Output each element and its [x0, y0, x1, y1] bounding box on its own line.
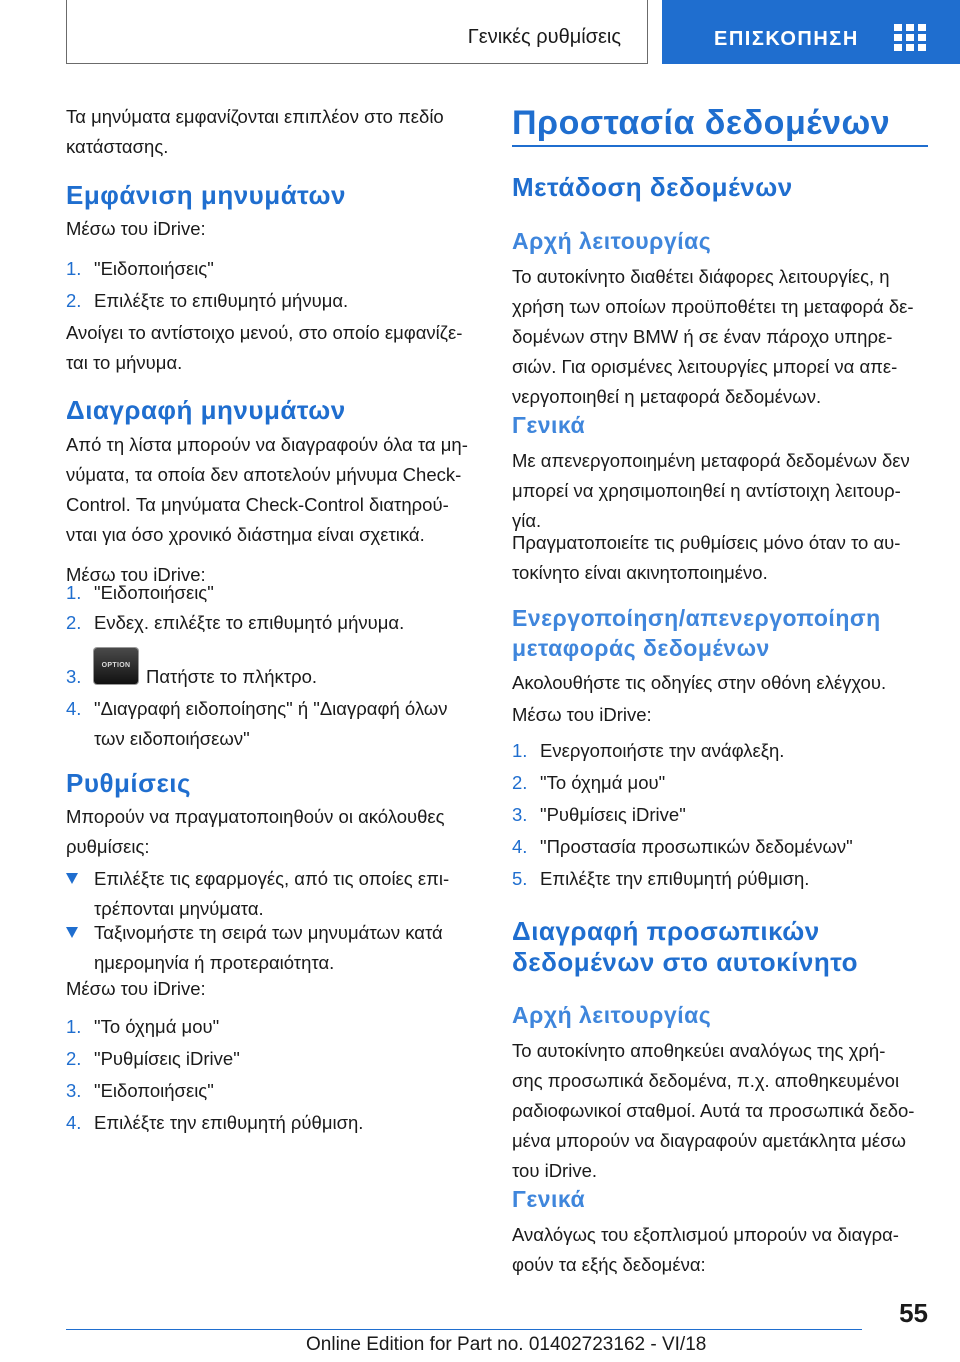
general-heading: Γενικά	[512, 412, 586, 438]
delete-via-idrive: Μέσω του iDrive:	[66, 564, 206, 585]
erase-principle-line-4: μένα μπορούν να διαγραφούν αμετάκλητα μέσω	[512, 1130, 906, 1151]
list-item: 2. Επιλέξτε το επιθυμητό μήνυμα.	[66, 290, 349, 311]
general-line-4: Πραγματοποιείτε τις ρυθμίσεις μόνο όταν το αυ-	[512, 532, 901, 553]
delete-text-line-3: Control. Τα μηνύματα Check-Control διατηρού-	[66, 494, 449, 515]
settings-via-idrive: Μέσω του iDrive:	[66, 978, 206, 999]
erase-principle-line-5: του iDrive.	[512, 1160, 598, 1181]
delete-text-line-2: νύματα, τα οποία δεν αποτελούν μήνυμα Check-	[66, 464, 462, 485]
page-number: 55	[899, 1298, 928, 1328]
overview-tab[interactable]	[662, 0, 960, 64]
toggle-via-idrive: Μέσω του iDrive:	[512, 704, 652, 725]
show-after-line-2: ται το μήνυμα.	[66, 352, 183, 373]
erase-heading-line-2: δεδομένων στο αυτοκίνητο	[512, 947, 858, 977]
list-item: 3. "Ρυθμίσεις iDrive"	[512, 804, 686, 825]
show-after-line-1: Ανοίγει το αντίστοιχο μενού, στο οποίο εμφανίζε-	[66, 322, 463, 343]
principle-line-1: Το αυτοκίνητο διαθέτει διάφορες λειτουργίες, η	[512, 266, 890, 287]
title-divider	[512, 145, 928, 147]
list-item: 1. "Το όχημά μου"	[66, 1016, 220, 1037]
show-messages-heading: Εμφάνιση μηνυμάτων	[66, 180, 346, 210]
show-via-idrive: Μέσω του iDrive:	[66, 218, 206, 239]
list-item: 3. OPTION Πατήστε το πλήκτρο.	[66, 662, 482, 692]
settings-text-line-1: Μπορούν να πραγματοποιηθούν οι ακόλουθες	[66, 806, 445, 827]
delete-text-line-4: νται για όσο χρονικό διάστημα είναι σχετικά.	[66, 524, 425, 545]
list-item: 3. "Ειδοποιήσεις"	[66, 1080, 214, 1101]
settings-text-line-2: ρυθμίσεις:	[66, 836, 150, 857]
option-key-icon: OPTION	[94, 648, 138, 684]
toggle-heading-line-2: μεταφοράς δεδομένων	[512, 635, 770, 661]
general-line-3: γία.	[512, 510, 542, 531]
list-item: Ταξινομήστε τη σειρά των μηνυμάτων κατά ημερομηνία ή προτεραιότητα.	[66, 918, 482, 978]
list-item: 4. "Προστασία προσωπικών δεδομένων"	[512, 836, 853, 857]
list-item: Επιλέξτε τις εφαρμογές, από τις οποίες επι- τρέπονται μηνύματα.	[66, 864, 482, 924]
general-line-5: τοκίνητο είναι ακινητοποιημένο.	[512, 562, 768, 583]
principle-line-4: σιών. Για ορισμένες λειτουργίες μπορεί να απε-	[512, 356, 898, 377]
grid-icon	[894, 24, 926, 52]
page-title: Προστασία δεδομένων	[512, 104, 891, 142]
intro-line-2: κατάστασης.	[66, 136, 169, 157]
list-item: 4. Επιλέξτε την επιθυμητή ρύθμιση.	[66, 1112, 364, 1133]
list-item: 2. Ενδεχ. επιλέξτε το επιθυμητό μήνυμα.	[66, 612, 405, 633]
intro-line-1: Τα μηνύματα εμφανίζονται επιπλέον στο πεδίο	[66, 106, 444, 127]
toggle-heading-line-1: Ενεργοποίηση/απενεργοποίηση	[512, 605, 881, 631]
principle-line-2: χρήση των οποίων προϋποθέτει τη μεταφορά δε-	[512, 296, 914, 317]
erase-heading-line-1: Διαγραφή προσωπικών	[512, 916, 820, 946]
overview-tab-label: ΕΠΙΣΚΟΠΗΣΗ	[714, 28, 859, 50]
erase-general-line-2: φούν τα εξής δεδομένα:	[512, 1254, 706, 1275]
erase-general-heading: Γενικά	[512, 1186, 586, 1212]
list-item: 2. "Το όχημά μου"	[512, 772, 666, 793]
list-item: 2. "Ρυθμίσεις iDrive"	[66, 1048, 240, 1069]
list-item: 5. Επιλέξτε την επιθυμητή ρύθμιση.	[512, 868, 810, 889]
erase-principle-line-2: σης προσωπικά δεδομένα, π.χ. αποθηκευμένοι	[512, 1070, 900, 1091]
data-transfer-heading: Μετάδοση δεδομένων	[512, 172, 793, 202]
delete-messages-heading: Διαγραφή μηνυμάτων	[66, 395, 346, 425]
erase-principle-heading: Αρχή λειτουργίας	[512, 1002, 712, 1028]
footer-divider	[66, 1329, 862, 1330]
principle-line-5: νεργοποιηθεί η μεταφορά δεδομένων.	[512, 386, 822, 407]
principle-line-3: δομένων στην BMW ή σε έναν πάροχο υπηρε-	[512, 326, 893, 347]
erase-principle-line-3: ραδιοφωνικοί σταθμοί. Αυτά τα προσωπικά δεδο-	[512, 1100, 915, 1121]
bullet-triangle-icon	[66, 927, 78, 938]
erase-principle-line-1: Το αυτοκίνητο αποθηκεύει αναλόγως της χρή-	[512, 1040, 886, 1061]
header-section-box	[66, 0, 648, 64]
list-item: 1. "Ειδοποιήσεις"	[66, 258, 214, 279]
header-section-title: Γενικές ρυθμίσεις	[467, 26, 621, 48]
delete-text-line-1: Από τη λίστα μπορούν να διαγραφούν όλα τα μη-	[66, 434, 468, 455]
general-line-2: μπορεί να χρησιμοποιηθεί η αντίστοιχη λειτουρ-	[512, 480, 901, 501]
general-line-1: Με απενεργοποιημένη μεταφορά δεδομένων δεν	[512, 450, 910, 471]
toggle-text: Ακολουθήστε τις οδηγίες στην οθόνη ελέγχου.	[512, 672, 887, 693]
bullet-triangle-icon	[66, 873, 78, 884]
principle-heading: Αρχή λειτουργίας	[512, 228, 712, 254]
settings-heading: Ρυθμίσεις	[66, 768, 192, 798]
list-item: 4. "Διαγραφή ειδοποίησης" ή "Διαγραφή όλων των ειδοποιήσεων"	[66, 698, 448, 749]
footer-edition: Online Edition for Part no. 01402723162 - VI/18	[306, 1334, 707, 1355]
list-item: 1. Ενεργοποιήστε την ανάφλεξη.	[512, 740, 785, 761]
list-item: 1. "Ειδοποιήσεις"	[66, 582, 214, 603]
erase-general-line-1: Αναλόγως του εξοπλισμού μπορούν να διαγρα-	[512, 1224, 899, 1245]
